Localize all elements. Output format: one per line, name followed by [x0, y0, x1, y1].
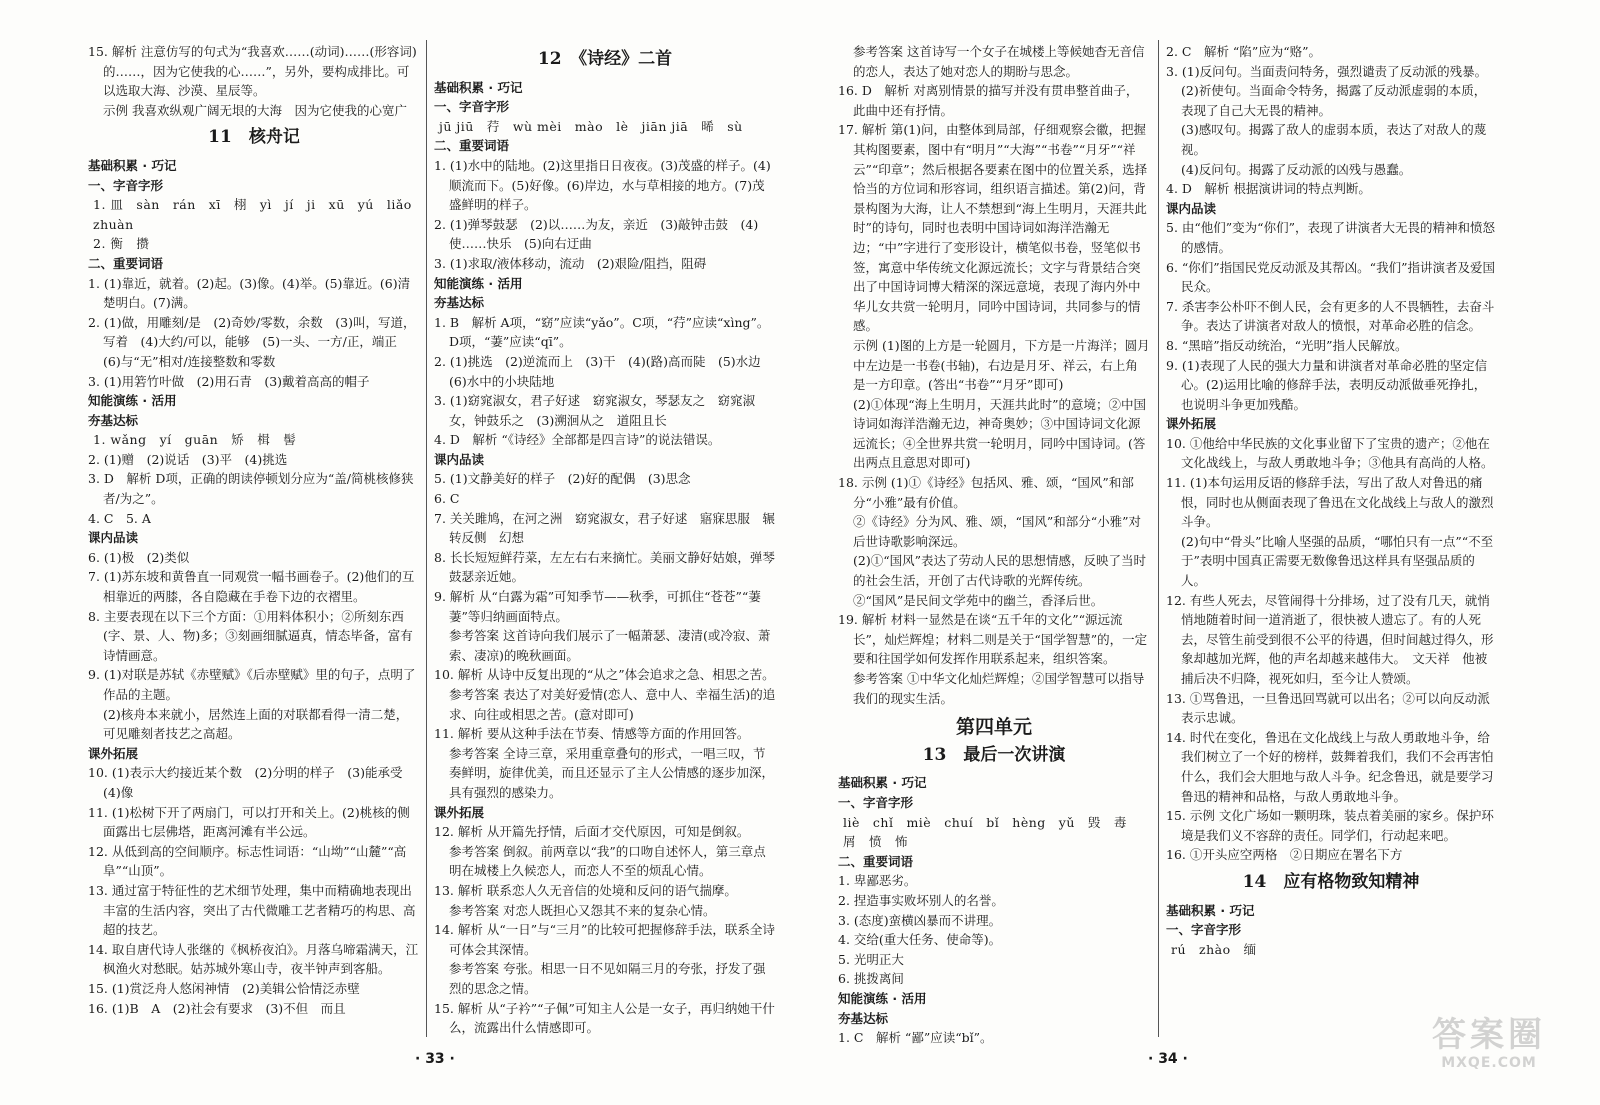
answer-item: 4. 交给(重大任务、使命等)。: [838, 932, 1002, 948]
section-heading: 一、字音字形: [1166, 922, 1242, 938]
answer-item: 6. C: [434, 491, 460, 507]
answer-item: 8. “黑暗”指反动统治，“光明”指人民解放。: [1166, 337, 1408, 353]
section-heading: 二、重要词语: [434, 138, 510, 154]
answer-text: 参考答案 这首诗写一个女子在城楼上等候她杳无音信的恋人，表达了她对恋人的期盼与思念。: [853, 44, 1145, 79]
answer-item: 13. 解析 联系恋人久无音信的处境和反问的语气揣摩。: [434, 882, 737, 898]
answer-text: 参考答案 这首诗向我们展示了一幅萧瑟、凄清(或冷寂、萧索、凄凉)的晚秋画面。: [449, 628, 771, 663]
section-heading: 课内品读: [1166, 200, 1217, 216]
answer-item: 15. 解析 从“子衿”“子佩”可知主人公是一女子，再归纳她干什么，流露出什么情感即可。: [434, 1000, 775, 1036]
section-heading: 知能演练 · 活用: [434, 275, 523, 291]
answer-item: 1. 卑鄙恶劣。: [838, 873, 917, 889]
answer-item: 4. D 解析 “《诗经》全部都是四言诗”的说法错误。: [434, 432, 721, 448]
lesson-title: 12 《诗经》二首: [537, 49, 673, 69]
answer-item: 9. (1)对联是苏轼《赤壁赋》《后赤壁赋》里的句子，点明了作品的主题。: [88, 667, 416, 702]
section-heading: 基础积累 · 巧记: [1166, 902, 1255, 918]
answer-text: 参考答案 表达了对美好爱情(恋人、意中人、幸福生活)的追求、向往或相思之苦。(意对即可): [449, 687, 776, 722]
section-heading: 课内品读: [434, 451, 485, 467]
section-heading: 知能演练 · 活用: [838, 990, 927, 1006]
section-heading: 夯基达标: [838, 1010, 889, 1026]
answer-item: 3. (1)用箬竹叶做 (2)用石青 (3)戴着高高的帽子: [88, 373, 370, 389]
answer-item: 10. 解析 从诗中反复出现的“从之”体会追求之急、相思之苦。: [434, 667, 775, 683]
answer-item: 2. 捏造事实败坏别人的名誉。: [838, 892, 1004, 908]
answer-item: 18. 示例 (1)①《诗经》包括风、雅、颂，“国风”和部分“小雅”最有价值。: [838, 475, 1134, 510]
section-heading: 课内品读: [88, 530, 139, 546]
answer-text: (2)祈使句。当面命令特务，揭露了反动派虚弱的本质，表现了自己大无畏的精神。: [1181, 83, 1487, 118]
answer-text: (3)感叹句。揭露了敌人的虚弱本质，表达了对敌人的蔑视。: [1181, 122, 1487, 157]
answer-item: 6. 挑拨离间: [838, 971, 904, 987]
answer-item: 9. (1)表现了人民的强大力量和讲演者对革命必胜的坚定信心。(2)运用比喻的修辞手法，表明反动派做垂死挣扎，也说明斗争更加残酷。: [1166, 357, 1488, 412]
section-heading: 基础积累 · 巧记: [88, 157, 177, 173]
answer-item: 3. (1)窈窕淑女，君子好逑 窈窕淑女，琴瑟友之 窈窕淑女，钟鼓乐之 (3)溯洄从之 道阻且长: [434, 393, 756, 428]
answer-item: 10. (1)表示大约接近某个数 (2)分明的样子 (3)能承受 (4)像: [88, 765, 415, 800]
column-1: [88, 42, 425, 1045]
answer-item: 2. (1)弹琴鼓瑟 (2)以……为友，亲近 (3)敲钟击鼓 (4)使……快乐 (5)向右迂曲: [434, 216, 759, 252]
section-heading: 夯基达标: [434, 295, 485, 311]
answer-item: 4. D 解析 根据演讲词的特点判断。: [1166, 181, 1371, 197]
answer-item: 19. 解析 材料一显然是在谈“五千年的文化”“源远流长”，灿烂辉煌；材料二则是关于“国学智慧”的，一定要和往国学如何发挥作用联系起来，组织答案。: [838, 612, 1148, 667]
section-heading: 夯基达标: [88, 412, 139, 428]
answer-item: 8. 主要表现在以下三个方面：①用料体积小；②所刻东西(字、景、人、物)多；③刻画细腻逼真，情态毕备，富有诗情画意。: [88, 608, 413, 663]
section-heading: 二、重要词语: [838, 853, 914, 869]
answer-text: 参考答案 倒叙。前两章以“我”的口吻自述怀人，第三章点明在城楼上久候恋人，而恋人不至的烦乱心情。: [449, 843, 766, 879]
section-heading: 一、字音字形: [88, 177, 164, 193]
answer-text: 参考答案 夸张。相思一日不见如隔三月的夸张，抒发了强烈的思念之情。: [449, 961, 766, 996]
answer-text: 示例 (1)图的上方是一轮圆月，下方是一片海洋；圆月中左边是一书卷(书轴)，右边是月牙、祥云，右上角是一方印章。(答出“书卷”“月牙”即可): [853, 337, 1150, 393]
section-heading: 一、字音字形: [838, 794, 914, 810]
answer-text: (2)核舟本来就小，居然连上面的对联都看得一清二楚，可见雕刻者技艺之高超。: [103, 706, 409, 742]
column-4: [1166, 42, 1496, 1045]
column-divider: [426, 40, 427, 1037]
answer-item: 16. ①开头应空两格 ②日期应在署名下方: [1166, 847, 1403, 863]
answer-text: (2)①体现“海上生明月，天涯共此时”的意境；②中国诗词如海洋浩瀚无边，神奇奥妙；③中国诗词文化源远流长；④全世界共赏一轮明月，同吟中国诗词。(答出两点且意思对即可): [853, 396, 1146, 471]
answer-item: 2. (1)做，用雕刻/是 (2)奇妙/零数，余数 (3)叫，写道，写着 (4)大约/可以，能够 (5)一头、一方/正，端正 (6)与“无”相对/连接整数和零数: [88, 314, 416, 369]
column-divider: [1158, 40, 1159, 1037]
answer-item: 9. 解析 从“白露为霜”可知季节——秋季，可抓住“苍苍”“萋萋”等归纳画面特点。: [434, 589, 761, 624]
answer-text: (2)①“国风”表达了劳动人民的思想情感，反映了当时的社会生活，开创了古代诗歌的光辉传统。: [853, 553, 1146, 589]
answer-item: 2. C 解析 “陷”应为“赂”。: [1166, 44, 1321, 59]
column-3: [838, 42, 1150, 1045]
watermark-main: 答案圈: [1432, 1015, 1546, 1055]
pinyin-line: rú zhào 缅: [1171, 941, 1257, 957]
page-number-right: · 34 ·: [1148, 1051, 1188, 1067]
answer-text: 参考答案 对恋人既担心又怨其不来的复杂心情。: [449, 902, 716, 918]
answer-item: 1. C 解析 “鄙”应读“bǐ”。: [838, 1030, 993, 1046]
section-heading: 基础积累 · 巧记: [838, 775, 927, 791]
pinyin-line: jū jiū 荇 wù mèi mào lè jiān jiā 晞 sù: [439, 118, 743, 134]
answer-item: 14. 取自唐代诗人张继的《枫桥夜泊》。月落乌啼霜满天，江枫渔火对愁眠。姑苏城外寒山寺，夜半钟声到客船。: [88, 941, 419, 977]
section-heading: 知能演练 · 活用: [88, 393, 177, 409]
answer-item: 7. 杀害李公朴吓不倒人民，会有更多的人不畏牺牲，去奋斗争。表达了讲演者对敌人的愤恨，对革命必胜的信念。: [1166, 298, 1495, 334]
answer-item: 8. 长长短短鲜荇菜，左左右右来摘忙。美丽文静好姑娘，弹琴鼓瑟亲近她。: [434, 549, 775, 585]
section-heading: 课外拓展: [1166, 416, 1217, 432]
answer-item: 7. (1)苏东坡和黄鲁直一同观赏一幅书画卷子。(2)他们的互相靠近的两膝，各自隐藏在手卷下边的衣褶里。: [88, 569, 415, 605]
pinyin-line: 2. 衡 攒: [93, 236, 150, 252]
answer-item: 7. 关关雎鸠，在河之洲 窈窕淑女，君子好逑 寤寐思服 辗转反侧 幻想: [434, 510, 775, 546]
column-2: [434, 42, 776, 1045]
section-heading: 二、重要词语: [88, 255, 164, 271]
answer-text: 参考答案 ①中华文化灿烂辉煌；②国学智慧可以指导我们的现实生活。: [853, 671, 1145, 706]
answer-item: 5. 由“他们”变为“你们”，表现了讲演者大无畏的精神和愤怒的感情。: [1166, 220, 1495, 255]
lesson-title: 14 应有格物致知精神: [1242, 871, 1420, 892]
answer-text: 参考答案 全诗三章，采用重章叠句的形式，一唱三叹，节奏鲜明，旋律优美，而且还显示了主人公情感的逐步加深，具有强烈的感染力。: [449, 745, 775, 800]
answer-item: 14. 时代在变化，鲁迅在文化战线上与敌人勇敢地斗争，给我们树立了一个好的榜样，鼓舞着我们，我们不会再害怕什么，我们会大胆地与敌人斗争。纪念鲁迅，就是要学习鲁迅的精神和品格，与敌人勇敢地斗争。: [1166, 729, 1494, 804]
page-number-left: · 33 ·: [415, 1051, 455, 1067]
answer-item: 11. (1)松树下开了两扇门，可以打开和关上。(2)桃核的侧面露出七层佛塔，距离河滩有半公远。: [88, 804, 410, 840]
answer-text: 示例 我喜欢纵观广阔无垠的大海 因为它使我的心宽广: [103, 102, 407, 118]
answer-item: 15. 示例 文化广场如一颗明珠，装点着美丽的家乡。保护环境是我们义不容辞的责任。同学们，行动起来吧。: [1166, 808, 1494, 843]
unit-title: 第四单元: [955, 716, 1032, 739]
answer-item: 3. (态度)蛮横凶暴而不讲理。: [838, 912, 1002, 928]
answer-text: ②“国风”是民间文学苑中的幽兰，香泽后世。: [853, 592, 1104, 608]
watermark-sub: MXQE.COM: [1441, 1055, 1537, 1071]
pinyin-line: 1. wǎng yí guān 矫 楫 髻: [93, 432, 297, 448]
answer-item: 13. 通过富于特征性的艺术细节处理，集中而精确地表现出丰富的生活内容，突出了古代微雕工艺者精巧的构思、高超的技艺。: [88, 882, 416, 938]
answer-item: 12. 有些人死去，尽管闹得十分排场，过了没有几天，就悄悄地随着时间一道消逝了，很快被人遗忘了。有的人死去，尽管生前受到很不公平的待遇，但时间越过得久，形象却越加光辉，他的声名却越来越伟大。 文天祥 他被捕后决不归降，视死如归，至今让人赞颂。: [1166, 592, 1494, 686]
answer-item: 1. B 解析 A项，“窈”应读“yǎo”。C项，“荇”应读“xìng”。D项，“萋”应读“qī”。: [434, 314, 770, 350]
answer-text: (4)反问句。揭露了反动派的凶残与愚蠢。: [1181, 161, 1412, 177]
answer-text: (2)句中“骨头”比喻人坚强的品质，“哪怕只有一点”“不至于”表明中国真正需要无数像鲁迅这样具有坚强品质的人。: [1181, 533, 1494, 589]
answer-item: 15. (1)赏泛舟人悠闲神情 (2)美辑公恰情泛赤壁: [88, 980, 360, 996]
answer-item: 10. ①他给中华民族的文化事业留下了宝贵的遗产；②他在文化战线上，与敌人勇敢地斗争；③他具有高尚的人格。: [1166, 435, 1494, 471]
section-heading: 课外拓展: [434, 804, 485, 820]
answer-item: 3. D 解析 D项，正确的朗读停顿划分应为“盖/简桃核修狭者/为之”。: [88, 471, 414, 507]
answer-item: 3. (1)反问句。当面责问特务，强烈谴责了反动派的残暴。: [1166, 63, 1488, 79]
answer-item: 16. D 解析 对离别情景的描写并没有贯串整首曲子，此曲中还有抒情。: [838, 83, 1139, 118]
answer-item: 15. 解析 注意仿写的句式为“我喜欢……(动词)……(形容词)的……，因为它使我的心……”，另外，要构成排比。可以选取大海、沙漠、星辰等。: [88, 44, 417, 99]
lesson-title: 13 最后一次讲演: [922, 744, 1066, 765]
answer-item: 6. “你们”指国民党反动派及其帮凶。“我们”指讲演者及爱国民众。: [1166, 259, 1495, 295]
answer-item: 12. 从低到高的空间顺序。标志性词语：“山坳”“山麓”“高阜”“山顶”。: [88, 843, 407, 879]
answer-item: 5. (1)文静美好的样子 (2)好的配偶 (3)思念: [434, 471, 691, 487]
answer-item: 11. (1)本句运用反语的修辞手法，写出了敌人对鲁迅的痛恨，同时也从侧面表现了鲁迅在文化战线上与敌人的激烈斗争。: [1166, 475, 1494, 530]
answer-item: 3. (1)求取/液体移动，流动 (2)艰险/阻挡，阻碍: [434, 255, 707, 271]
answer-item: 11. 解析 要从这种手法在节奏、情感等方面的作用回答。: [434, 726, 750, 742]
answer-item: 2. (1)挑选 (2)逆流而上 (3)干 (4)(路)高而陡 (5)水边 (6)水中的小块陆地: [434, 353, 774, 389]
answer-item: 17. 解析 第(1)问，由整体到局部，仔细观察会徽，把握其构图要素，图中有“明月”“大海”“书卷”“月牙”“祥云”“印章”；然后根据各要素在图中的位置关系，选择恰当的方位词和形容词，组织语言描述。第(2)问，背景构图为大海，让人不禁想到“海上生明月，天涯共此时”的诗句，同时也表明中国诗词如海洋浩瀚无边；“中”字进行了变形设计，横笔似书卷，竖笔似书签，寓意中华传统文化源远流长；文字与背景结合突出了中国诗词博大精深的深远意境，表现了海内外中华儿女共赏一轮明月，同吟中国诗词，共同参与的情感。: [838, 122, 1148, 334]
answer-item: 5. 光明正大: [838, 951, 904, 967]
answer-item: 14. 解析 从“一日”与“三月”的比较可把握修辞手法，联系全诗可体会其深情。: [434, 922, 775, 957]
lesson-title: 11 核舟记: [208, 127, 300, 148]
answer-item: 6. (1)极 (2)类似: [88, 549, 190, 565]
section-heading: 一、字音字形: [434, 99, 510, 115]
answer-item: 4. C 5. A: [88, 510, 151, 526]
pinyin-line: 1. 皿 sàn rán xī 栩 yì jí ji xū yú liǎo zhuàn: [93, 197, 425, 232]
watermark: [1414, 1015, 1564, 1077]
pinyin-line: liè chǐ miè chuí bǐ hèng yǔ 毁 毒 屑 愤 怖: [843, 814, 1140, 850]
answer-item: 1. (1)靠近，就着。(2)起。(3)像。(4)举。(5)靠近。(6)清楚明白。(7)满。: [88, 275, 411, 311]
answer-item: 13. ①骂鲁迅，一旦鲁迅回骂就可以出名；②可以向反动派表示忠诚。: [1166, 690, 1490, 726]
answer-item: 1. (1)水中的陆地。(2)这里指日日夜夜。(3)茂盛的样子。(4)顺流而下。(5)好像。(6)岸边，水与草相接的地方。(7)茂盛鲜明的样子。: [434, 157, 771, 213]
answer-item: 12. 解析 从开篇先抒情，后面才交代原因，可知是倒叙。: [434, 824, 750, 840]
answer-item: 2. (1)赠 (2)说话 (3)平 (4)挑选: [88, 451, 288, 467]
section-heading: 基础积累 · 巧记: [434, 79, 523, 95]
answer-item: 16. (1)B A (2)社会有要求 (3)不但 而且: [88, 1000, 346, 1016]
answer-text: ②《诗经》分为风、雅、颂，“国风”和部分“小雅”对后世诗歌影响深远。: [853, 514, 1142, 549]
section-heading: 课外拓展: [88, 745, 139, 761]
